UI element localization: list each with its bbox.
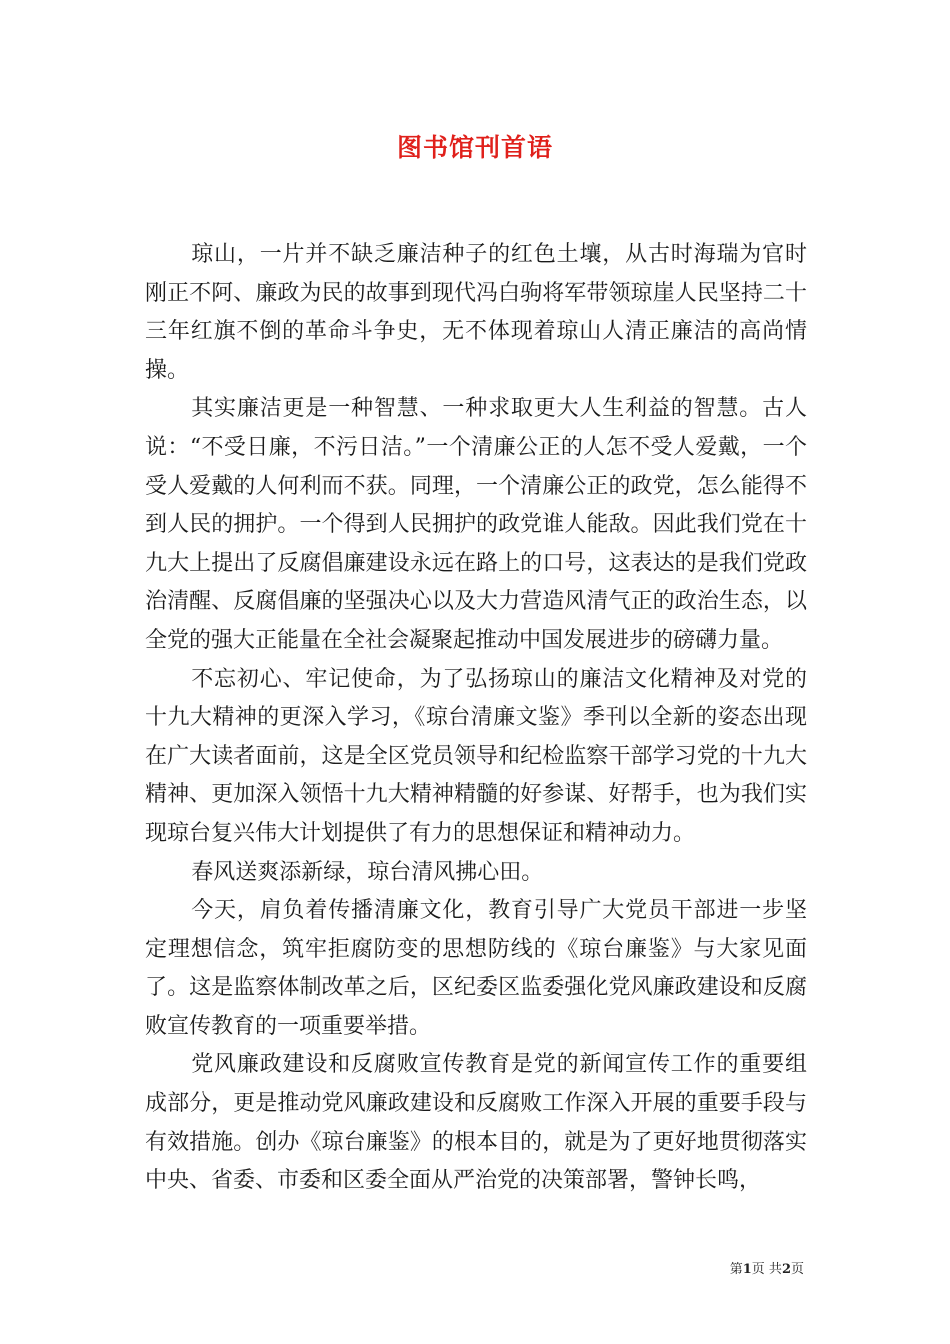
paragraph: 今天，肩负着传播清廉文化，教育引导广大党员干部进一步坚定理想信念，筑牢拒腐防变的思想防线的《琼台廉鉴》与大家见面了。这是监察体制改革之后，区纪委区监委强化党风廉政建设和反腐败宣传教育的一项重要举措。: [145, 898, 807, 1039]
paragraph: 琼山，一片并不缺乏廉洁种子的红色土壤，从古时海瑞为官时刚正不阿、廉政为民的故事到现代冯白驹将军带领琼崖人民坚持二十三年红旗不倒的革命斗争史，无不体现着琼山人清正廉洁的高尚情操。: [145, 242, 807, 383]
paragraph: 其实廉洁更是一种智慧、一种求取更大人生利益的智慧。古人说：“不受日廉，不污日洁。”一个清廉公正的人怎不受人爱戴，一个受人爱戴的人何利而不获。同理，一个清廉公正的政党，怎么能得不到人民的拥护。一个得到人民拥护的政党谁人能敌。因此我们党在十九大上提出了反腐倡廉建设永远在路上的口号，这表达的是我们党政治清醒、反腐倡廉的坚强决心以及大力营造风清气正的政治生态，以全党的强大正能量在全社会凝聚起推动中国发展进步的磅礴力量。: [145, 396, 807, 653]
footer-suffix: 页: [790, 1262, 804, 1277]
document-title: 图书馆刊首语: [396, 133, 553, 162]
paragraph: 不忘初心、牢记使命，为了弘扬琼山的廉洁文化精神及对党的十九大精神的更深入学习，《琼台清廉文鉴》季刊以全新的姿态出现在广大读者面前，这是全区党员领导和纪检监察干部学习党的十九大精神、更加深入领悟十九大精神精髓的好参谋、好帮手，也为我们实现琼台复兴伟大计划提供了有力的思想保证和精神动力。: [145, 666, 807, 846]
paragraph: 春风送爽添新绿，琼台清风拂心田。: [191, 859, 544, 885]
document-body: [145, 236, 807, 1201]
current-page-number: 1: [742, 1262, 752, 1277]
page-number-footer: [730, 1258, 804, 1277]
total-page-count: 2: [781, 1262, 791, 1277]
paragraph: 党风廉政建设和反腐败宣传教育是党的新闻宣传工作的重要组成部分，更是推动党风廉政建设和反腐败工作深入开展的重要手段与有效措施。创办《琼台廉鉴》的根本目的，就是为了更好地贯彻落实中央、省委、市委和区委全面从严治党的决策部署，警钟长鸣，: [145, 1052, 807, 1194]
footer-prefix: 第: [729, 1262, 743, 1277]
footer-middle: 页 共: [751, 1262, 782, 1277]
